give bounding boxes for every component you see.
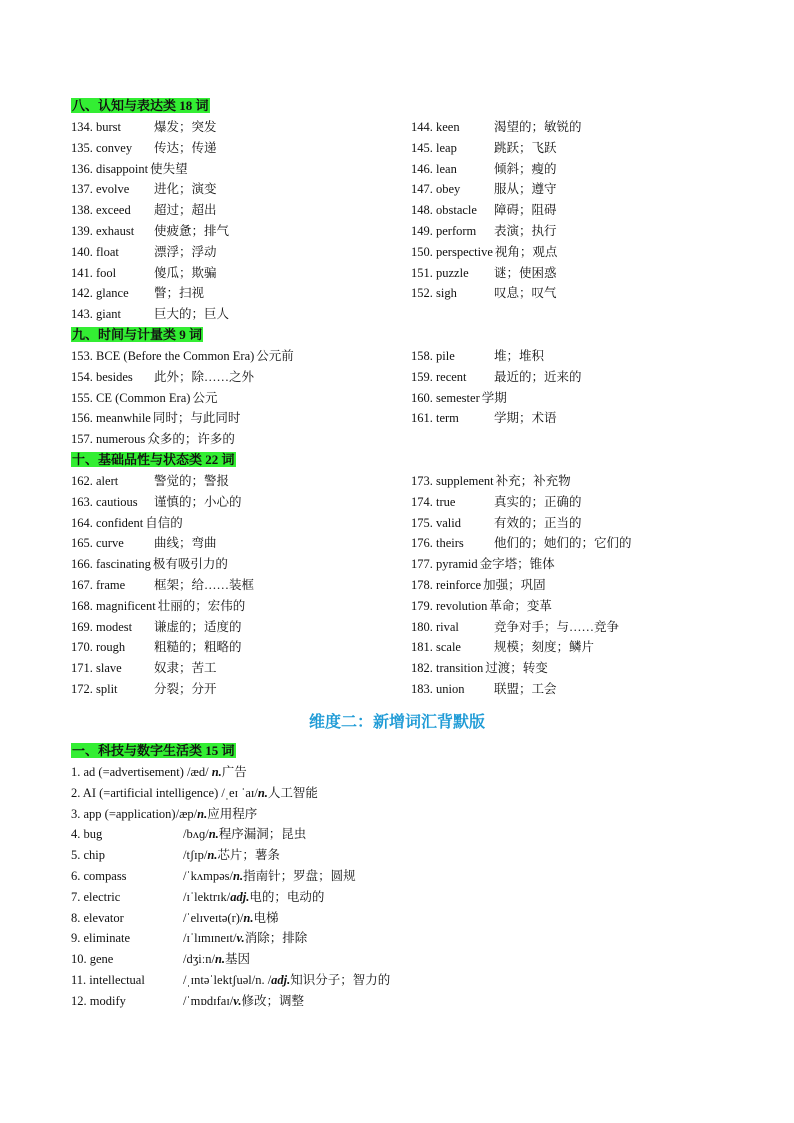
word-meaning: 巨大的；巨人: [154, 307, 230, 322]
word-entry: [71, 346, 401, 367]
word-entry: [411, 575, 741, 596]
section-heading: [71, 97, 210, 115]
word-meaning: 竞争对手；与……竞争: [494, 619, 620, 634]
word-term: 137. evolve: [71, 182, 130, 197]
word-term: 150. perspective: [411, 244, 493, 259]
word-term: 149. perform: [411, 223, 477, 238]
word-term: 166. fascinating: [71, 557, 151, 572]
word-entry: [411, 179, 741, 200]
word-term: 158. pile: [411, 349, 455, 363]
word-entry: [411, 388, 741, 409]
word-entry: [411, 617, 741, 638]
part-of-speech: n.: [233, 868, 244, 883]
phonetic-word-entry: [71, 866, 731, 887]
word-column-right: [411, 471, 741, 700]
word-phonetic: /ˈmɒdɪfaɪ/: [183, 993, 234, 1008]
word-term: 170. rough: [71, 640, 126, 655]
phonetic-word-entry: [71, 824, 731, 845]
word-entry: [411, 159, 741, 180]
word-term: 146. lean: [411, 161, 457, 176]
word-term: 159. recent: [411, 369, 467, 384]
word-meaning: 跳跃；飞跃: [494, 140, 557, 155]
word-meaning: 表演；执行: [494, 223, 557, 238]
word-phonetic: /ˌeɪ ˈaɪ/: [218, 785, 258, 800]
word-term: 12. modify: [71, 993, 126, 1008]
word-entry: [71, 575, 401, 596]
word-phonetic: /æd/: [183, 765, 212, 779]
word-term: 134. burst: [71, 120, 121, 134]
word-meaning: 加强；巩固: [483, 577, 546, 592]
word-meaning: 真实的；正确的: [494, 494, 582, 509]
word-meaning: 补充；补充物: [495, 474, 571, 488]
word-term: 164. confident: [71, 515, 144, 530]
word-entry: [71, 221, 401, 242]
word-term: 163. cautious: [71, 494, 138, 509]
word-meaning: 应用程序: [207, 806, 258, 821]
word-meaning: 基因: [225, 952, 251, 967]
phonetic-word-entry: [71, 991, 731, 1012]
word-meaning: 联盟；工会: [494, 681, 557, 696]
word-term: 165. curve: [71, 536, 124, 551]
word-entry: [71, 637, 401, 658]
word-meaning: 公元前: [256, 349, 294, 363]
word-meaning: 奴隶；苦工: [154, 661, 217, 676]
section-heading: [71, 742, 236, 760]
word-entry: [411, 533, 741, 554]
word-meaning: 框架；给……装框: [154, 577, 255, 592]
section-heading-text: 十、基础品性与状态类 22 词: [72, 452, 235, 467]
word-meaning: 警觉的；警报: [154, 474, 230, 488]
word-term: 155. CE (Common Era): [71, 390, 191, 405]
word-term: 138. exceed: [71, 203, 131, 218]
word-entry: [71, 304, 401, 325]
word-entry: [71, 513, 401, 534]
phonetic-word-entry: [71, 762, 731, 783]
part-of-speech: n.: [243, 910, 254, 925]
word-term: 169. modest: [71, 619, 133, 634]
word-entry: [411, 138, 741, 159]
part-of-speech: n.: [211, 765, 222, 779]
word-entry: [71, 159, 401, 180]
word-meaning: 革命；变革: [489, 598, 552, 613]
word-meaning: 电梯: [253, 910, 279, 925]
word-meaning: 广告: [221, 765, 247, 779]
word-entry: [71, 617, 401, 638]
word-entry: [71, 367, 401, 388]
word-meaning: 有效的；正当的: [494, 515, 582, 530]
word-meaning: 修改；调整: [241, 993, 305, 1008]
word-meaning: 此外；除……之外: [154, 369, 255, 384]
word-meaning: 使疲惫；排气: [154, 223, 230, 238]
word-phonetic: /tʃɪp/: [183, 848, 208, 863]
word-term: 181. scale: [411, 640, 461, 655]
word-entry: [411, 471, 741, 492]
word-meaning: 指南针；罗盘；圆规: [243, 868, 356, 883]
word-term: 10. gene: [71, 952, 114, 967]
section-heading: [71, 326, 203, 344]
part-of-speech: adj.: [271, 972, 291, 987]
section-heading-text: 一、科技与数字生活类 15 词: [72, 743, 235, 758]
word-meaning: 众多的；许多的: [147, 432, 235, 447]
part-of-speech: v.: [236, 931, 245, 946]
section-heading-text: 九、时间与计量类 9 词: [72, 327, 203, 342]
word-entry: [71, 492, 401, 513]
word-entry: [411, 492, 741, 513]
word-entry: [411, 263, 741, 284]
word-entry: [71, 471, 401, 492]
word-entry: [411, 242, 741, 263]
word-term: 180. rival: [411, 619, 459, 634]
word-meaning: 规模；刻度；鳞片: [494, 640, 595, 655]
word-term: 182. transition: [411, 661, 484, 676]
word-meaning: 叹息；叹气: [494, 286, 557, 301]
word-column-left: [71, 346, 401, 450]
word-entry: [411, 554, 741, 575]
word-meaning: 渴望的；敏锐的: [494, 120, 582, 134]
word-meaning: 使失望: [150, 161, 188, 176]
part-of-speech: n.: [197, 806, 208, 821]
word-meaning: 壮丽的；宏伟的: [157, 598, 246, 613]
word-term: 141. fool: [71, 265, 117, 280]
word-term: 136. disappoint: [71, 161, 149, 176]
word-term: 143. giant: [71, 307, 121, 322]
word-meaning: 漂浮；浮动: [154, 244, 217, 259]
part-of-speech: n.: [207, 848, 218, 863]
word-entry: [71, 429, 401, 450]
word-term: 142. glance: [71, 286, 129, 301]
word-term: 152. sigh: [411, 286, 457, 301]
word-meaning: 粗糙的；粗略的: [154, 640, 242, 655]
phonetic-word-entry: [71, 949, 731, 970]
phonetic-word-entry: [71, 970, 731, 991]
word-meaning: 傻瓜；欺骗: [154, 265, 217, 280]
word-term: 4. bug: [71, 827, 103, 842]
word-term: 178. reinforce: [411, 577, 482, 592]
word-entry: [71, 679, 401, 700]
word-entry: [71, 554, 401, 575]
word-entry: [411, 596, 741, 617]
phonetic-word-entry: [71, 908, 731, 929]
word-column-left: [71, 117, 401, 325]
word-term: 176. theirs: [411, 536, 464, 551]
word-meaning: 同时；与此同时: [152, 411, 241, 426]
word-meaning: 公元: [192, 390, 218, 405]
word-term: 153. BCE (Before the Common Era): [71, 349, 255, 363]
word-meaning: 金字塔；锥体: [479, 557, 555, 572]
word-term: 175. valid: [411, 515, 461, 530]
word-term: 148. obstacle: [411, 203, 477, 218]
phonetic-word-entry: [71, 783, 731, 804]
word-phonetic: /dʒiːn/: [183, 952, 215, 967]
word-term: 160. semester: [411, 390, 480, 405]
word-entry: [71, 658, 401, 679]
word-meaning: 最近的；近来的: [494, 369, 582, 384]
word-term: 2. AI (=artificial intelligence): [71, 785, 219, 800]
word-entry: [411, 658, 741, 679]
word-meaning: 堆；堆积: [494, 349, 545, 363]
word-phonetic: /ɪˈlektrɪk/: [183, 889, 231, 904]
word-entry: [71, 388, 401, 409]
word-term: 6. compass: [71, 868, 127, 883]
word-phonetic: /ˈelɪveɪtə(r)/: [183, 910, 244, 925]
part-of-speech: n.: [214, 952, 226, 967]
phonetic-word-entry: [71, 845, 731, 866]
word-meaning: 学期；术语: [494, 411, 557, 426]
section-heading: [71, 451, 236, 469]
word-entry: [71, 596, 401, 617]
word-term: 144. keen: [411, 120, 460, 134]
word-meaning: 分裂；分开: [154, 681, 217, 696]
word-term: 7. electric: [71, 889, 121, 904]
word-entry: [71, 533, 401, 554]
word-term: 179. revolution: [411, 598, 488, 613]
word-phonetic: /ˌɪntəˈlektʃuəl/n. /: [183, 972, 272, 987]
word-entry: [71, 138, 401, 159]
word-meaning: 消除；排除: [244, 931, 308, 946]
word-meaning: 他们的；她们的；它们的: [494, 536, 632, 551]
word-entry: [71, 283, 401, 304]
word-term: 11. intellectual: [71, 972, 145, 987]
word-meaning: 知识分子；智力的: [290, 972, 391, 987]
word-entry: [71, 179, 401, 200]
word-column-right: [411, 346, 741, 429]
word-term: 157. numerous: [71, 432, 146, 447]
word-entry: [411, 283, 741, 304]
word-term: 8. elevator: [71, 910, 124, 925]
word-term: 161. term: [411, 411, 459, 426]
word-meaning: 极有吸引力的: [152, 557, 228, 572]
word-entry: [411, 200, 741, 221]
word-entry: [71, 200, 401, 221]
phonetic-word-list: [71, 762, 731, 1012]
word-meaning: 芯片；薯条: [217, 848, 280, 863]
word-meaning: 电的；电动的: [249, 889, 325, 904]
word-entry: [411, 408, 741, 429]
word-term: 173. supplement: [411, 474, 494, 488]
word-term: 5. chip: [71, 848, 106, 863]
word-meaning: 爆发；突发: [154, 120, 217, 134]
word-meaning: 曲线；弯曲: [154, 536, 217, 551]
section-heading-text: 八、认知与表达类 18 词: [72, 98, 209, 113]
word-entry: [411, 346, 741, 367]
word-term: 177. pyramid: [411, 557, 478, 572]
part-of-speech: n.: [208, 827, 219, 842]
word-phonetic: /ɪˈlɪmɪneɪt/: [183, 931, 237, 946]
word-meaning: 谦虚的；适度的: [154, 619, 242, 634]
word-entry: [71, 263, 401, 284]
word-term: 3. app (=application): [71, 806, 176, 821]
word-term: 167. frame: [71, 577, 126, 592]
word-term: 135. convey: [71, 140, 133, 155]
word-term: 9. eliminate: [71, 931, 131, 946]
word-column-left: [71, 471, 401, 700]
word-term: 151. puzzle: [411, 265, 469, 280]
word-entry: [411, 679, 741, 700]
phonetic-word-entry: [71, 804, 731, 825]
word-term: 156. meanwhile: [71, 411, 151, 426]
word-phonetic: /æp/: [175, 806, 198, 821]
word-meaning: 进化；演变: [154, 182, 217, 197]
word-entry: [411, 637, 741, 658]
word-meaning: 瞥；扫视: [154, 286, 205, 301]
word-entry: [71, 117, 401, 138]
word-term: 174. true: [411, 494, 456, 509]
word-meaning: 过渡；转变: [485, 661, 548, 676]
word-meaning: 谨慎的；小心的: [154, 494, 242, 509]
word-entry: [411, 221, 741, 242]
word-meaning: 障碍；阻碍: [494, 203, 557, 218]
dimension-title: 维度二：新增词汇背默版: [308, 712, 485, 731]
word-entry: [71, 408, 401, 429]
word-meaning: 自信的: [145, 515, 183, 530]
word-meaning: 谜；使困惑: [494, 265, 557, 280]
word-phonetic: /bʌɡ/: [183, 827, 209, 842]
word-meaning: 学期: [481, 390, 507, 405]
word-entry: [411, 367, 741, 388]
word-meaning: 程序漏洞；昆虫: [218, 827, 307, 842]
word-term: 168. magnificent: [71, 598, 156, 613]
word-column-right: [411, 117, 741, 304]
word-meaning: 服从；遵守: [494, 182, 557, 197]
word-term: 140. float: [71, 244, 119, 259]
word-term: 145. leap: [411, 140, 457, 155]
part-of-speech: n.: [257, 785, 268, 800]
word-term: 162. alert: [71, 474, 119, 488]
word-entry: [411, 513, 741, 534]
word-term: 183. union: [411, 681, 465, 696]
word-term: 172. split: [71, 681, 118, 696]
word-phonetic: /ˈkʌmpəs/: [183, 868, 233, 883]
word-meaning: 视角；观点: [494, 244, 558, 259]
word-term: 147. obey: [411, 182, 461, 197]
word-meaning: 传达；传递: [154, 140, 217, 155]
word-entry: [411, 117, 741, 138]
word-meaning: 超过；超出: [154, 203, 217, 218]
phonetic-word-entry: [71, 887, 731, 908]
word-term: 171. slave: [71, 661, 122, 676]
word-term: 1. ad (=advertisement): [71, 765, 184, 779]
part-of-speech: v.: [233, 993, 242, 1008]
phonetic-word-entry: [71, 928, 731, 949]
word-entry: [71, 242, 401, 263]
word-term: 139. exhaust: [71, 223, 135, 238]
word-term: 154. besides: [71, 369, 133, 384]
part-of-speech: adj.: [230, 889, 250, 904]
word-meaning: 倾斜；瘦的: [494, 161, 557, 176]
word-meaning: 人工智能: [267, 785, 318, 800]
